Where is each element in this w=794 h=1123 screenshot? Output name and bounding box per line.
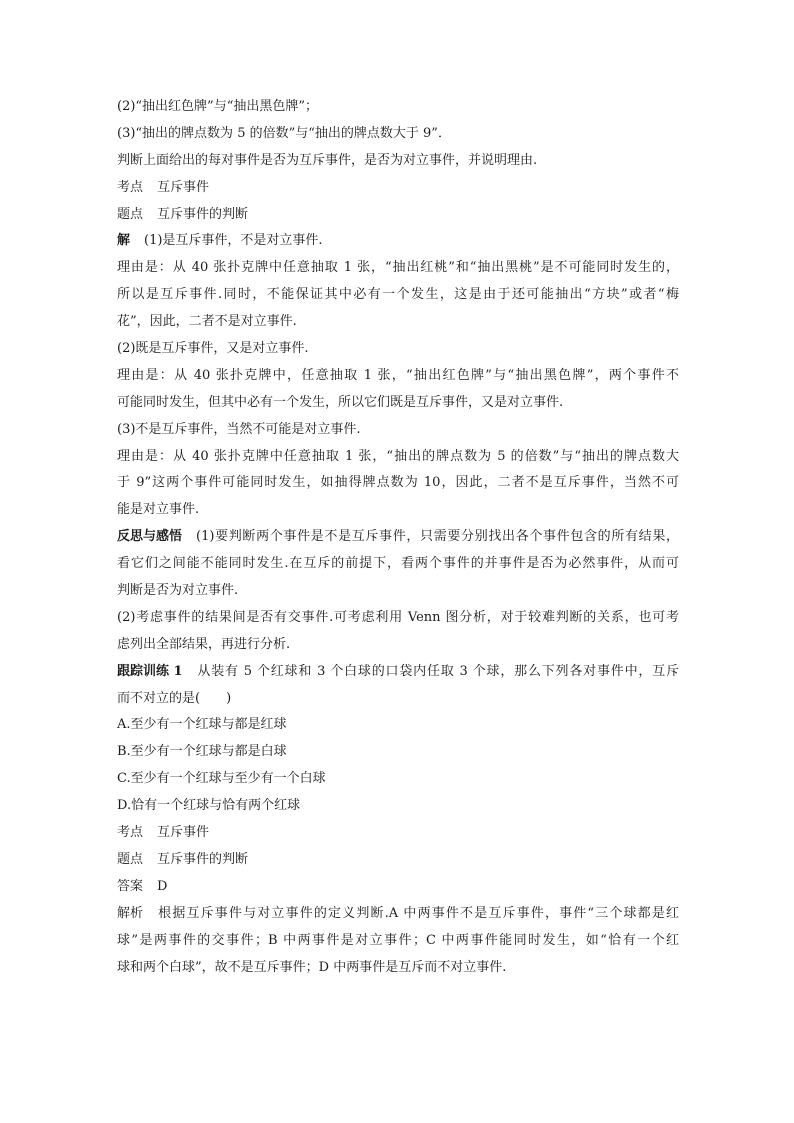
text-line <box>117 901 679 928</box>
text-line <box>117 175 679 202</box>
text-line <box>117 659 679 686</box>
line-text: D <box>157 878 168 894</box>
text-line <box>117 255 679 282</box>
text-line <box>117 766 679 793</box>
line-text: 互斥事件 <box>157 825 210 841</box>
line-text: 理由是：从 40 张扑克牌中，任意抽取 1 张，“抽出红色牌”与“抽出黑色牌”，两个事件不 <box>117 367 679 383</box>
line-text: (3)“抽出的牌点数为 5 的倍数”与“抽出的牌点数大于 9”． <box>117 125 451 141</box>
text-line <box>117 712 679 739</box>
section-label: 解析 <box>117 905 144 921</box>
section-label: 答案 <box>117 878 144 894</box>
text-line <box>117 928 679 955</box>
line-text: 能是对立事件. <box>117 502 200 518</box>
text-line <box>117 955 679 982</box>
line-text: A.至少有一个红球与都是红球 <box>117 717 287 733</box>
line-text: 于 9”这两个事件可能同时发生，如抽得牌点数为 10，因此，二者不是互斥事件，当然不可 <box>117 475 679 491</box>
section-label: 解 <box>117 233 131 249</box>
section-label: 考点 <box>117 825 144 841</box>
text-line <box>117 497 679 524</box>
line-text: 判断是否为对立事件. <box>117 583 239 599</box>
text-line <box>117 820 679 847</box>
text-line <box>117 282 679 309</box>
text-line <box>117 94 679 121</box>
line-text: (2)“抽出红色牌”与“抽出黑色牌”； <box>117 99 318 114</box>
line-text: 虑列出全部结果，再进行分析. <box>117 636 291 652</box>
line-text: 根据互斥事件与对立事件的定义判断.A 中两事件不是互斥事件，事件“三个球都是红 <box>157 905 679 921</box>
line-text: 看它们之间能不能同时发生.在互斥的前提下，看两个事件的并事件是否为必然事件，从而可 <box>117 556 679 572</box>
line-text: 互斥事件 <box>157 179 210 195</box>
section-label: 跟踪训练 1 <box>117 663 183 679</box>
line-text: (2)考虑事件的结果间是否有交事件.可考虑利用 Venn 图分析，对于较难判断的关系，也可考 <box>117 609 679 625</box>
line-text: 理由是：从 40 张扑克牌中任意抽取 1 张，“抽出红桃”和“抽出黑桃”是不可能同时发生的， <box>117 260 679 276</box>
section-label: 反思与感悟 <box>117 529 183 545</box>
text-line <box>117 524 679 551</box>
text-line <box>117 121 679 148</box>
text-line <box>117 605 679 632</box>
section-label: 题点 <box>117 206 144 222</box>
line-text: D.恰有一个红球与恰有两个红球 <box>117 798 301 814</box>
text-line <box>117 336 679 363</box>
text-line <box>117 202 679 229</box>
section-label: 题点 <box>117 851 144 867</box>
line-text: 互斥事件的判断 <box>157 851 249 867</box>
line-text: 所以是互斥事件.同时，不能保证其中必有一个发生，这是由于还可能抽出“方块”或者“梅 <box>117 287 679 303</box>
text-line <box>117 739 679 766</box>
line-text: (2)既是互斥事件，又是对立事件. <box>117 341 309 357</box>
line-text: B.至少有一个红球与都是白球 <box>117 744 287 760</box>
line-text: 球和两个白球”，故不是互斥事件；D 中两事件是互斥而不对立事件. <box>117 959 507 975</box>
text-line <box>117 686 679 713</box>
line-text: 从装有 5 个红球和 3 个白球的口袋内任取 3 个球，那么下列各对事件中，互斥 <box>196 663 679 679</box>
line-text: (3)不是互斥事件，当然不可能是对立事件. <box>117 421 361 437</box>
document-page <box>117 94 679 981</box>
line-text: 可能同时发生，但其中必有一个发生，所以它们既是互斥事件，又是对立事件. <box>117 394 564 410</box>
line-text: (1)是互斥事件，不是对立事件. <box>144 233 323 249</box>
text-line <box>117 578 679 605</box>
text-line <box>117 390 679 417</box>
text-line <box>117 470 679 497</box>
text-line <box>117 632 679 659</box>
section-label: 考点 <box>117 179 144 195</box>
text-line <box>117 874 679 901</box>
text-line <box>117 309 679 336</box>
line-text: 花”，因此，二者不是对立事件. <box>117 314 297 330</box>
line-text: 理由是：从 40 张扑克牌中任意抽取 1 张，“抽出的牌点数为 5 的倍数”与“抽出的牌点数大 <box>117 448 679 464</box>
text-line <box>117 551 679 578</box>
line-text: 判断上面给出的每对事件是否为互斥事件，是否为对立事件，并说明理由. <box>117 152 538 168</box>
text-line <box>117 148 679 175</box>
text-line <box>117 228 679 255</box>
line-text: 互斥事件的判断 <box>157 206 249 222</box>
line-text: 球”是两事件的交事件；B 中两事件是对立事件；C 中两事件能同时发生，如“恰有一个红 <box>117 932 679 948</box>
text-line <box>117 847 679 874</box>
text-line <box>117 793 679 820</box>
text-line <box>117 417 679 444</box>
line-text: 而不对立的是( ) <box>117 690 232 706</box>
line-text: C.至少有一个红球与至少有一个白球 <box>117 771 326 787</box>
text-line <box>117 363 679 390</box>
line-text: (1)要判断两个事件是不是互斥事件，只需要分别找出各个事件包含的所有结果， <box>196 529 679 545</box>
text-line <box>117 444 679 471</box>
